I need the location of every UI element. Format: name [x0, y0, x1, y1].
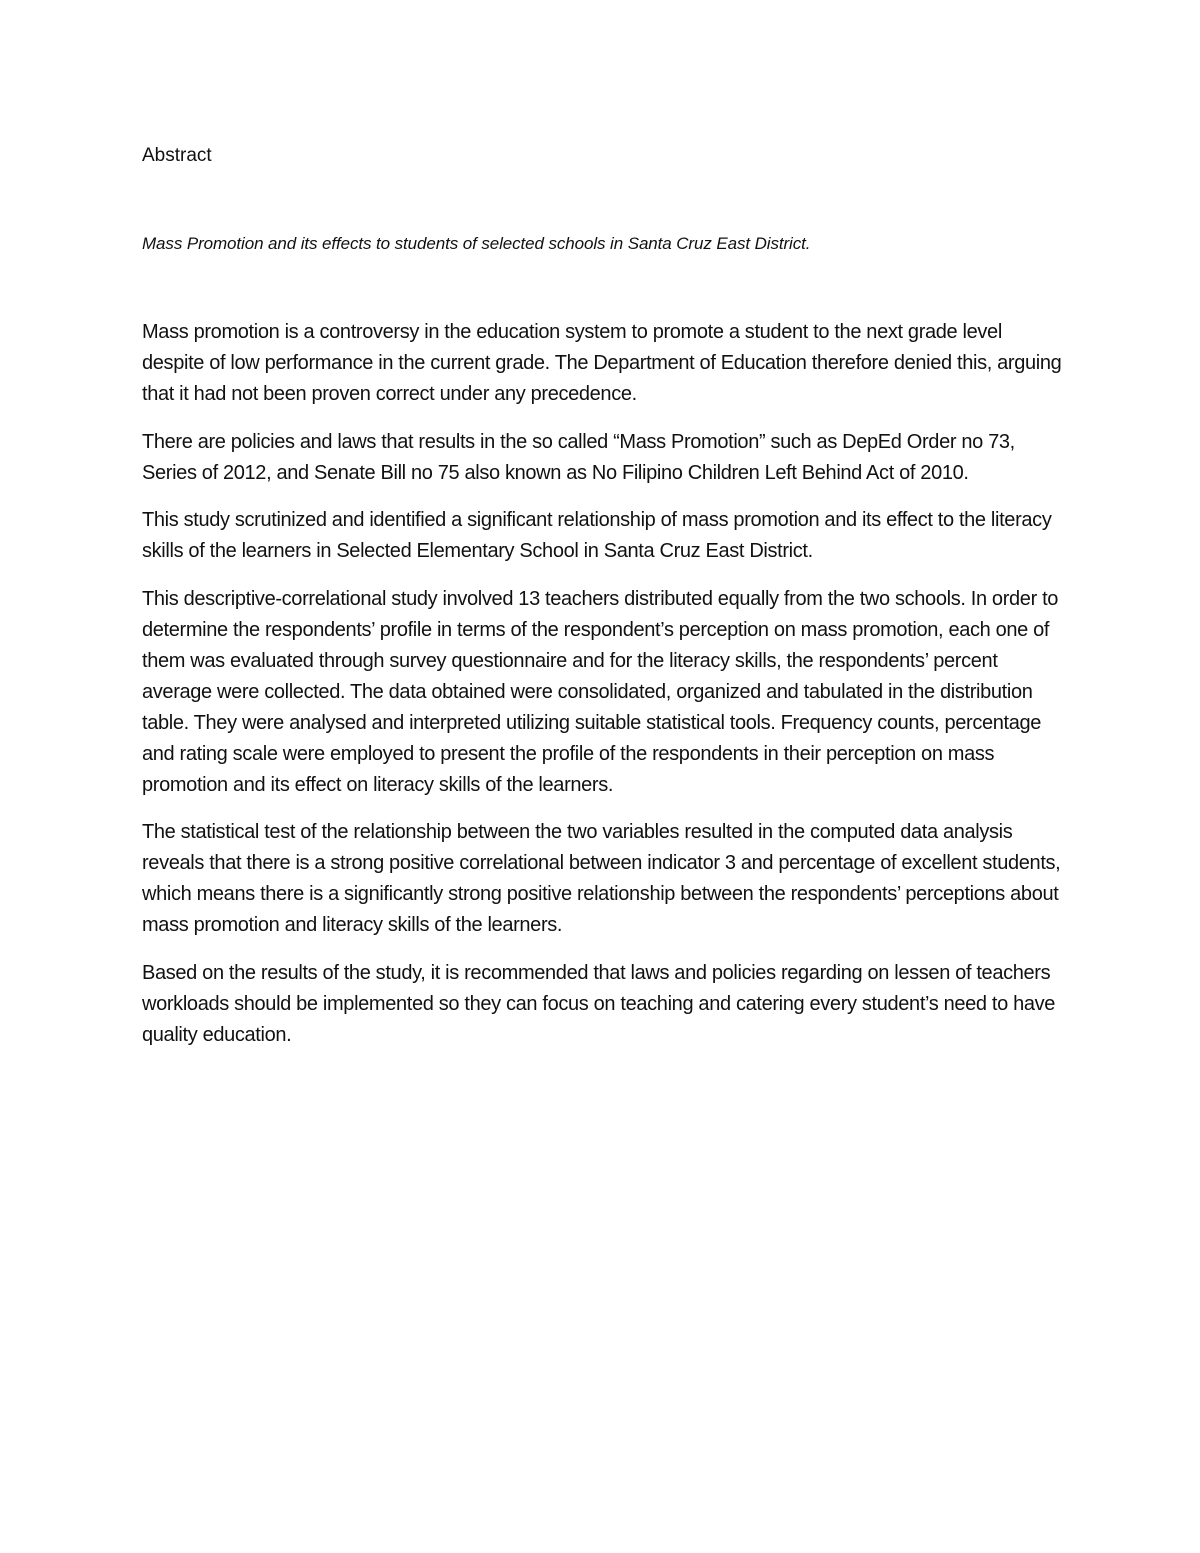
- paper-title: Mass Promotion and its effects to students of selected schools in Santa Cruz East District.: [142, 234, 811, 253]
- paragraph-3: This study scrutinized and identified a significant relationship of mass promotion and its effect to the literacy skills of the learners in Selected Elementary School in Santa Cruz East District.: [142, 509, 1052, 562]
- paragraph-4: This descriptive-correlational study involved 13 teachers distributed equally from the two schools. In order to determine the respondents’ profile in terms of the respondent’s perception on mass promotion, each one of them was evaluated through survey questionnaire and for the literacy skills, the respondents’ percent average were collected. The data obtained were consolidated, organized and tabulated in the distribution table. They were analysed and interpreted utilizing suitable statistical tools. Frequency counts, percentage and rating scale were employed to present the profile of the respondents in their perception on mass promotion and its effect on literacy skills of the learners.: [142, 587, 1059, 796]
- paragraph-2: There are policies and laws that results in the so called “Mass Promotion” such as DepEd Order no 73, Series of 2012, and Senate Bill no 75 also known as No Filipino Children Left Behind Act of 2010.: [142, 430, 1015, 484]
- abstract-body: [142, 317, 1062, 1067]
- paragraph-1: Mass promotion is a controversy in the education system to promote a student to the next grade level despite of low performance in the current grade. The Department of Education therefore denied this, arguing that it had not been proven correct under any precedence.: [142, 321, 1062, 405]
- paragraph-5: The statistical test of the relationship between the two variables resulted in the computed data analysis reveals that there is a strong positive correlational between indicator 3 and percentage of excellent students, which means there is a significantly strong positive relationship between the respondents’ perceptions about mass promotion and literacy skills of the learners.: [142, 821, 1061, 936]
- abstract-heading: Abstract: [142, 145, 212, 166]
- paragraph-6: Based on the results of the study, it is recommended that laws and policies regarding on lessen of teachers workloads should be implemented so they can focus on teaching and catering every student’s need to have quality education.: [142, 961, 1056, 1046]
